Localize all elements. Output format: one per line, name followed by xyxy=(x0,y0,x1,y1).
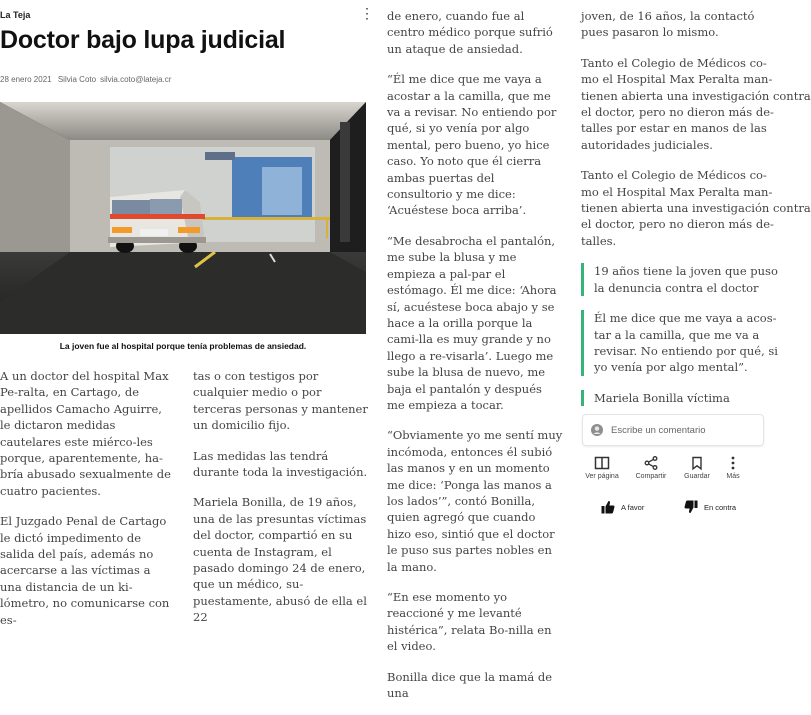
article-column-4 xyxy=(581,8,811,420)
vertical-dots-icon xyxy=(725,456,741,470)
paragraph: Las medidas las tendrá durante toda la investigación. xyxy=(193,448,368,480)
comment-placeholder: Escribe un comentario xyxy=(611,425,706,436)
vote-favor-button[interactable] xyxy=(601,500,644,520)
paragraph: Tanto el Colegio de Médicos co- mo el Hospital Max Peralta man- tienen abierta una investigación contra el doctor, pero no dieron más de- talles. xyxy=(581,168,811,248)
photo-caption: La joven fue al hospital porque tenía problemas de ansiedad. xyxy=(59,341,307,351)
article-column-2 xyxy=(193,368,368,640)
paragraph: de enero, cuando fue al centro médico porque sufrió un ataque de ansiedad. xyxy=(387,9,553,56)
paragraph: Tanto el Colegio de Médicos co- mo el Hospital Max Peralta man- tienen abierta una investigación contra el doctor, pero no dieron más de- talles por estar en manos de las autoridades judiciales. xyxy=(581,55,811,152)
share-label: Compartir xyxy=(635,473,667,480)
paragraph: “Me desabrocha el pantalón, me sube la blusa y me empieza a pal-par el estómago. Él me dice: ‘Ahora sí, acuéstese boca abajo y se hace a la orilla porque la cami-lla es muy grande y no llego a re-visarla’. Luego me sube la blusa de nuevo, me baja el pantalón y después me empieza a tocar. xyxy=(387,233,557,412)
save-button[interactable] xyxy=(676,456,718,480)
paragraph: A un doctor del hospital Max Pe-ralta, en Cartago, de apellidos Camacho Aguirre, le dictaron medidas cautelares este miérco-les porque, aparentemente, ha-bría abusado sexualmente de cuatro pacientes. xyxy=(0,369,171,498)
site-brand[interactable]: La Teja xyxy=(0,10,31,20)
view-page-label: Ver página xyxy=(585,473,619,480)
book-icon xyxy=(594,456,610,470)
article-meta xyxy=(0,75,175,84)
thumbs-down-icon xyxy=(684,500,698,514)
more-label: Más xyxy=(726,473,740,480)
paragraph: “Obviamente yo me sentí muy incómoda, entonces él subió las manos y en un momento me dice: ‘Ponga las manos a los lados’”, contó Bonilla, quien agregó que cuando hizo eso, sintió que el doctor le puso sus partes nobles en la mano. xyxy=(387,428,563,574)
paragraph: El Juzgado Penal de Cartago le dictó impedimento de salida del país, además no acercarse a las víctimas a una distancia de un ki-lómetro, no comunicarse con es- xyxy=(0,514,170,627)
article-column-3 xyxy=(387,8,563,715)
pull-quote: 19 años tiene la joven que puso la denuncia contra el doctor xyxy=(581,263,751,296)
share-button[interactable] xyxy=(630,456,672,480)
paragraph: joven, de 16 años, la contactó pues pasaron lo mismo. xyxy=(581,9,755,40)
paragraph: Mariela Bonilla, de 19 años, una de las presuntas víctimas del doctor, compartió en su cuenta de Instagram, el pasado domingo 24 de enero, que un médico, su-puestamente, abusó de ella el 22 xyxy=(193,495,367,625)
bookmark-icon xyxy=(689,456,705,470)
article-author-email[interactable]: silvia.coto@lateja.cr xyxy=(100,75,172,84)
article-column-1 xyxy=(0,368,175,642)
comment-input[interactable] xyxy=(582,414,764,446)
paragraph: Bonilla dice que la mamá de una xyxy=(387,669,553,701)
more-options-icon[interactable]: ⋮ xyxy=(360,5,374,21)
save-label: Guardar xyxy=(684,473,710,480)
vote-contra-label: En contra xyxy=(704,502,737,512)
thumbs-up-icon xyxy=(601,500,615,514)
paragraph: tas o con testigos por cualquier medio o por terceras personas y mantener un domicilio fijo. xyxy=(193,369,368,433)
user-avatar-icon xyxy=(591,424,603,436)
paragraph: “Él me dice que me vaya a acostar a la camilla, que me va a revisar. No entiendo por qué, si yo venía por algo mental, pero bueno, yo hice caso. Yo noto que él cierra ambas puertas del consultorio y me dice: ‘Acuéstese boca arriba’. xyxy=(387,72,557,218)
article-title: Doctor bajo lupa judicial xyxy=(0,26,286,54)
view-page-button[interactable] xyxy=(581,456,623,480)
action-bar xyxy=(581,456,751,490)
vote-favor-label: A favor xyxy=(621,502,645,512)
share-icon xyxy=(643,456,659,470)
more-button[interactable] xyxy=(716,456,750,480)
article-author[interactable]: Silvia Coto xyxy=(57,75,97,84)
article-photo xyxy=(0,102,366,334)
pull-quote: Mariela Bonilla víctima xyxy=(581,390,751,406)
article-date: 28 enero 2021 xyxy=(0,75,52,84)
pull-quote: Él me dice que me vaya a acos- tar a la camilla, que me va a revisar. No entiendo por qué, si yo venía por algo mental”. xyxy=(581,310,751,376)
paragraph: “En ese momento yo reaccioné y me levanté histérica”, relata Bo-nilla en el video. xyxy=(387,590,552,654)
vote-contra-button[interactable] xyxy=(684,500,736,520)
